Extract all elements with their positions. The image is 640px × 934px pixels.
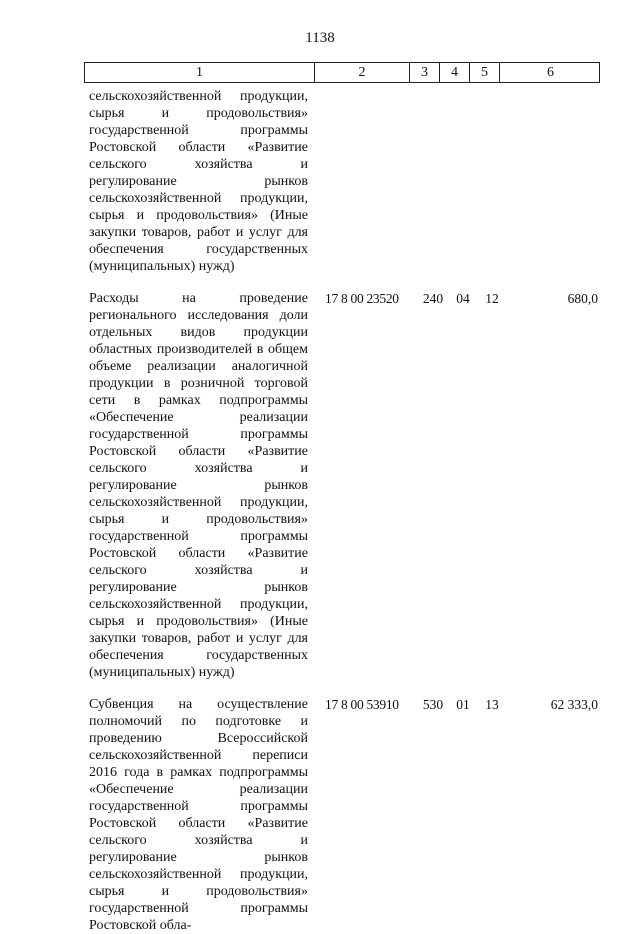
row-subsection: 12 (485, 291, 499, 306)
column-header-6: 6 (547, 65, 554, 80)
row-expense-type: 530 (422, 697, 444, 712)
table-row (89, 88, 609, 275)
column-header-3: 3 (410, 63, 440, 82)
row-description: Расходы на проведение регионального исследования доли отдельных видов продукции областных производителей в общем объеме реализации аналогичной продукции в розничной торговой сети в рамках подпрограммы «Обеспечение реализации государственной программы Ростовской области «Развитие сельского хозяйства и регулирование рынков сельскохозяйственной продукции, сырья и продовольствия» государственной программы Ростовской области «Развитие сельского хозяйства и регулирование рынков сельскохозяйственной продукции, сырья и продовольствия» (Иные закупки товаров, работ и услуг для обеспечения государственных (муниципальных) нужд) (89, 291, 308, 680)
table-body (89, 88, 609, 934)
page-number: 1138 (305, 30, 335, 46)
row-target-code: 17 8 00 23520 (325, 291, 399, 306)
row-amount: 62 333,0 (550, 697, 598, 712)
row-spacer (89, 681, 609, 696)
column-header-5: 5 (470, 63, 500, 82)
row-expense-type: 240 (422, 291, 444, 306)
row-section: 01 (456, 697, 470, 712)
column-header-1: 1 (85, 63, 315, 82)
row-spacer (89, 275, 609, 290)
column-header-4: 4 (440, 63, 470, 82)
row-subsection: 13 (485, 697, 499, 712)
column-header-2: 2 (315, 63, 410, 82)
row-target-code: 17 8 00 53910 (325, 697, 399, 712)
table-row (89, 290, 609, 681)
row-section: 04 (456, 291, 470, 306)
table-row (89, 696, 609, 934)
row-description: сельскохозяйственной продукции, сырья и продовольствия» государственной программы Ростовской области «Развитие сельского хозяйства и регулирование рынков сельскохозяйственной продукции, сырья и продовольствия» (Иные закупки товаров, работ и услуг для обеспечения государственных (муниципальных) нужд) (89, 89, 308, 274)
table-header (84, 62, 600, 83)
row-description: Субвенция на осуществление полномочий по подготовке и проведению Всероссийской сельскохозяйственной переписи 2016 года в рамках подпрограммы «Обеспечение реализации государственной программы Ростовской области «Развитие сельского хозяйства и регулирование рынков сельскохозяйственной продукции, сырья и продовольствия» государственной программы Ростовской обла- (89, 697, 308, 933)
row-amount: 680,0 (567, 291, 598, 306)
